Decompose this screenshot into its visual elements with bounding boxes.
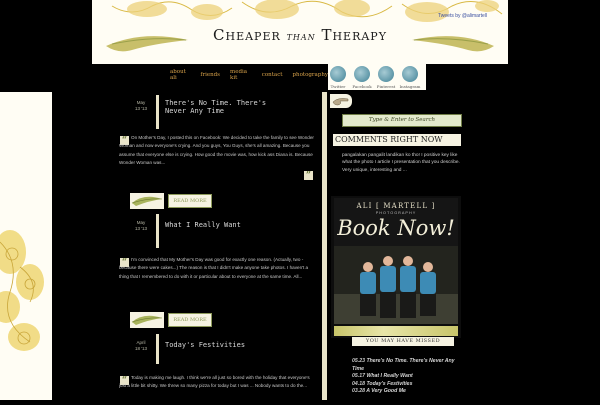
nav-item-friends[interactable]: friends — [200, 72, 220, 78]
missed-item[interactable] — [352, 373, 462, 381]
missed-heading: YOU MAY HAVE MISSED — [352, 337, 454, 346]
post-3-date-month: April — [136, 340, 146, 345]
twitter-icon[interactable] — [330, 66, 346, 82]
twitter-feed-link[interactable]: Tweets by @alimartell — [438, 13, 487, 19]
post-3-excerpt: Today is making me laugh. I think we're all just so bored with the holiday that everyone's just a little bit shitty. We threw so many pizza for today but I was ... Nobody wants to do the... — [119, 375, 310, 389]
post-2-title[interactable]: What I Really Want — [165, 221, 241, 229]
open-quote-icon: “ — [121, 258, 128, 268]
missed-item[interactable] — [352, 358, 462, 373]
post-2-excerpt: I'm convinced that My Mother's Day was good for exactly one reason. (Actually, two - because there were cakes...) The reason is that I didn't make anyone take photos. I haven't a thing that I remembered to do with it or particular about to everyone at the same time. All... — [119, 257, 309, 279]
post-1-date-month: May — [136, 100, 146, 105]
right-margin — [518, 92, 600, 400]
leaf-icon — [130, 312, 164, 328]
post-1-title[interactable]: There's No Time. There's Never Any Time — [165, 99, 267, 115]
social-label-instagram: Instagram — [399, 84, 421, 89]
title-word-therapy: Therapy — [321, 26, 387, 44]
open-quote-icon: “ — [121, 136, 128, 146]
facebook-icon[interactable] — [354, 66, 370, 82]
close-quote-icon: ” — [305, 171, 312, 181]
post-2-date-day: 13 '13 — [134, 226, 148, 231]
column-divider — [322, 92, 327, 400]
title-word-than: than — [286, 29, 316, 43]
social-label-facebook: Facebook — [352, 84, 372, 89]
post-3-title[interactable]: Today's Festivities — [165, 341, 246, 349]
post-1-divider — [156, 95, 159, 129]
main-nav — [170, 66, 328, 84]
ad-subtitle: PHOTOGRAPHY — [375, 211, 417, 215]
missed-title: A Very Good Me — [366, 388, 406, 395]
post-2-read-more[interactable] — [130, 312, 212, 328]
search-input[interactable]: Type & Enter to Search — [342, 114, 462, 127]
recent-comment[interactable]: pangalakan pangalit landikan ko tho! I positive key like what the photo I article I presentation that you describe. Very unique, interesting and ... — [342, 153, 460, 173]
post-3-date-day: 18 '13 — [134, 346, 148, 351]
open-quote-icon: “ — [121, 376, 128, 386]
read-more-button[interactable]: READ MORE — [168, 313, 212, 327]
instagram-icon[interactable] — [402, 66, 418, 82]
missed-item[interactable] — [352, 381, 462, 389]
ad-photo — [334, 246, 458, 324]
nav-item-media-kit[interactable]: media kit — [229, 69, 248, 81]
missed-date: 05.17 — [352, 373, 365, 380]
family-photo-illustration — [334, 246, 458, 324]
missed-title: There's No Time. There's Never Any Time — [352, 358, 455, 372]
read-more-button[interactable]: READ MORE — [168, 194, 212, 208]
post-3-divider — [156, 334, 159, 364]
social-label-twitter: Twitter — [330, 84, 346, 89]
post-1-excerpt: On Mother's Day, I posted this on Facebook: We decided to take the family to see Wonder Woman and now everyone's crying. And you guys, You Guys, she's all amazing. Because you assume that everyone else is crying. How good the movie was, how kick ass Diana is. Because Wonder Woman was... — [119, 135, 314, 165]
ad-stripe — [334, 326, 458, 336]
post-1-read-more[interactable] — [130, 193, 212, 209]
post-2-date — [134, 220, 148, 232]
social-label-pinterest: Pinterest — [376, 84, 396, 89]
social-links — [328, 64, 426, 90]
nav-item-about[interactable]: about ali — [170, 69, 186, 81]
post-1-date-day: 13 '13 — [134, 106, 148, 111]
leaf-icon — [130, 193, 164, 209]
nav-item-contact[interactable]: contact — [261, 72, 283, 78]
post-3-date — [134, 340, 148, 352]
missed-list — [352, 358, 462, 396]
pinterest-icon[interactable] — [378, 66, 394, 82]
missed-title: Today's Festivities — [366, 380, 413, 387]
comments-heading: COMMENTS RIGHT NOW — [333, 134, 461, 146]
left-floral-panel — [0, 92, 52, 400]
floral-illustration — [0, 92, 52, 400]
nav-item-photography[interactable]: photography — [292, 72, 328, 78]
post-1-date — [134, 100, 148, 112]
missed-date: 04.18 — [352, 380, 365, 387]
post-2-date-month: May — [136, 220, 146, 225]
post-2-divider — [156, 214, 159, 248]
title-word-cheaper: Cheaper — [213, 26, 281, 44]
ad-book-now[interactable]: Book Now! — [337, 216, 455, 240]
missed-title: What I Really Want — [366, 373, 413, 380]
pointing-hand-icon — [330, 94, 352, 108]
ad-logo: ALI [ MARTELL ] — [356, 202, 436, 210]
missed-date: 05.23 — [352, 358, 365, 364]
missed-item[interactable] — [352, 388, 462, 396]
blog-title[interactable] — [190, 26, 410, 44]
missed-date: 03.28 — [352, 388, 365, 395]
